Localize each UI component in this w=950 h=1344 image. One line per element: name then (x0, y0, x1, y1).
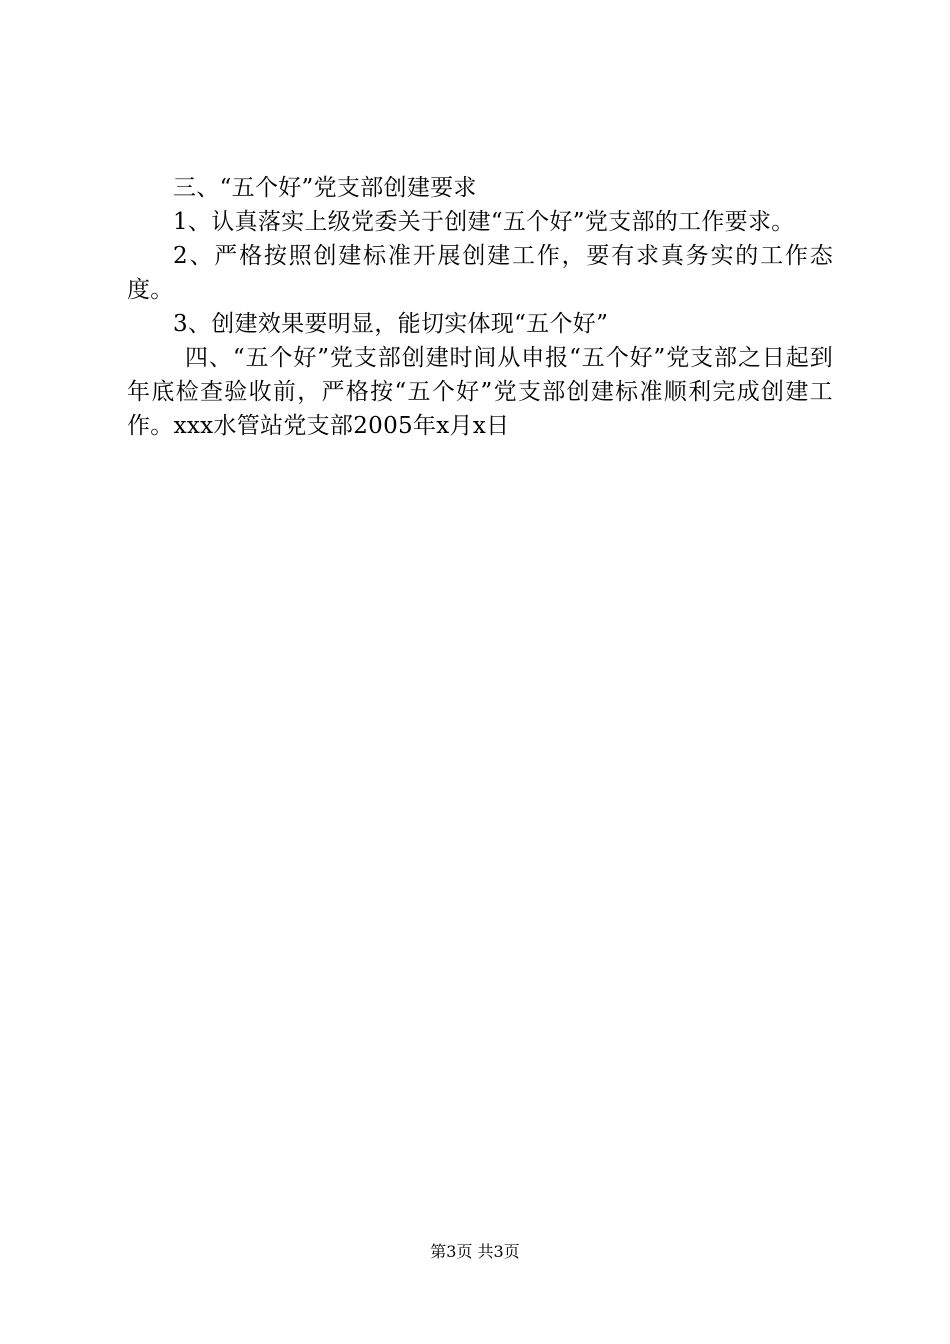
requirement-item-3: 3、创建效果要明显，能切实体现“五个好” (173, 311, 609, 337)
requirement-item-2: 2、严格按照创建标准开展创建工作，要有求真务实的工作态度。 (127, 243, 833, 303)
requirement-item-1: 1、认真落实上级党委关于创建“五个好”党支部的工作要求。 (173, 209, 795, 235)
section-heading: 三、“五个好”党支部创建要求 (173, 175, 477, 201)
page-number-footer: 第3页 共3页 (430, 1242, 520, 1261)
section-four-paragraph: 四、“五个好”党支部创建时间从申报“五个好”党支部之日起到年底检查验收前，严格按“五个好”党支部创建标准顺利完成创建工作。xxx水管站党支部2005年x月x日 (127, 345, 833, 439)
document-body (127, 171, 833, 443)
